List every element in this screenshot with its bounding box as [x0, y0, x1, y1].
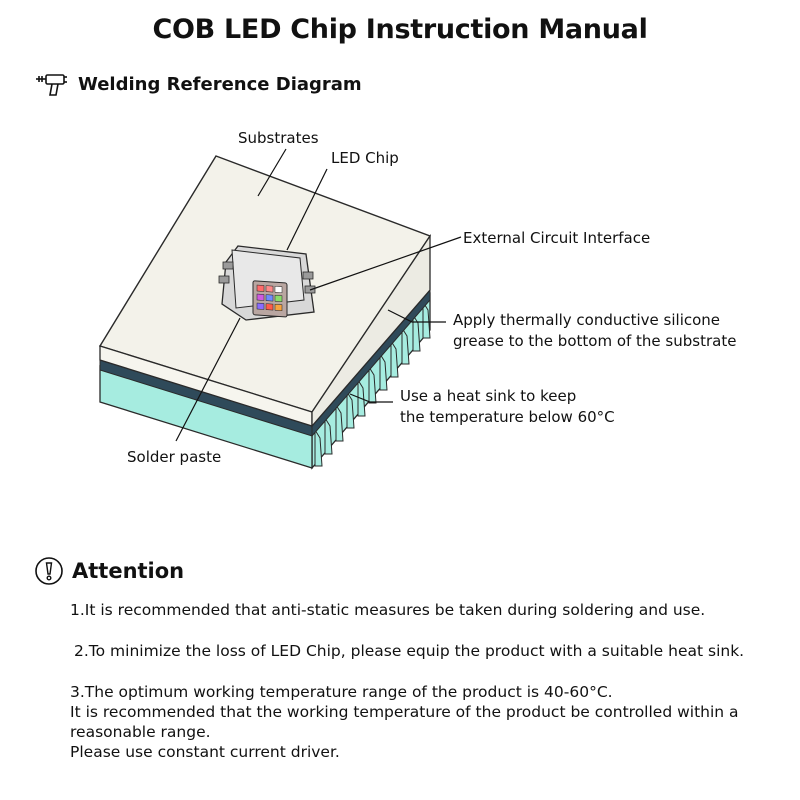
callout-external-interface: External Circuit Interface [463, 229, 651, 247]
attention-item-3-line1: 3.The optimum working temperature range of the product is 40-60°C. [70, 683, 613, 701]
attention-heading: Attention [72, 559, 185, 583]
callout-led-chip: LED Chip [331, 149, 399, 167]
attention-item-3 [70, 682, 760, 762]
attention-item-2: 2.To minimize the loss of LED Chip, please equip the product with a suitable heat sink. [74, 642, 745, 660]
attention-item-1: 1.It is recommended that anti-static measures be taken during soldering and use. [70, 601, 706, 619]
attention-item-3-line2: It is recommended that the working temperature of the product be controlled within a reasonable range. [70, 703, 739, 741]
led-chip [219, 246, 315, 320]
callout-thermal-grease-line2: grease to the bottom of the substrate [453, 332, 737, 350]
led-emitters [257, 285, 282, 311]
welding-heading: Welding Reference Diagram [78, 73, 362, 95]
callout-heat-sink-line2: the temperature below 60°C [400, 408, 615, 426]
callout-substrates: Substrates [238, 129, 319, 147]
attention-section-header [34, 556, 184, 586]
callout-thermal-grease [453, 310, 736, 352]
page-title: COB LED Chip Instruction Manual [152, 14, 648, 45]
callout-heat-sink [400, 386, 615, 428]
exclamation-circle-icon [34, 556, 64, 586]
callout-heat-sink-line1: Use a heat sink to keep [400, 387, 577, 405]
attention-item-3-line3: Please use constant current driver. [70, 743, 340, 761]
callout-solder-paste: Solder paste [127, 448, 222, 466]
callout-thermal-grease-line1: Apply thermally conductive silicone [453, 311, 721, 329]
